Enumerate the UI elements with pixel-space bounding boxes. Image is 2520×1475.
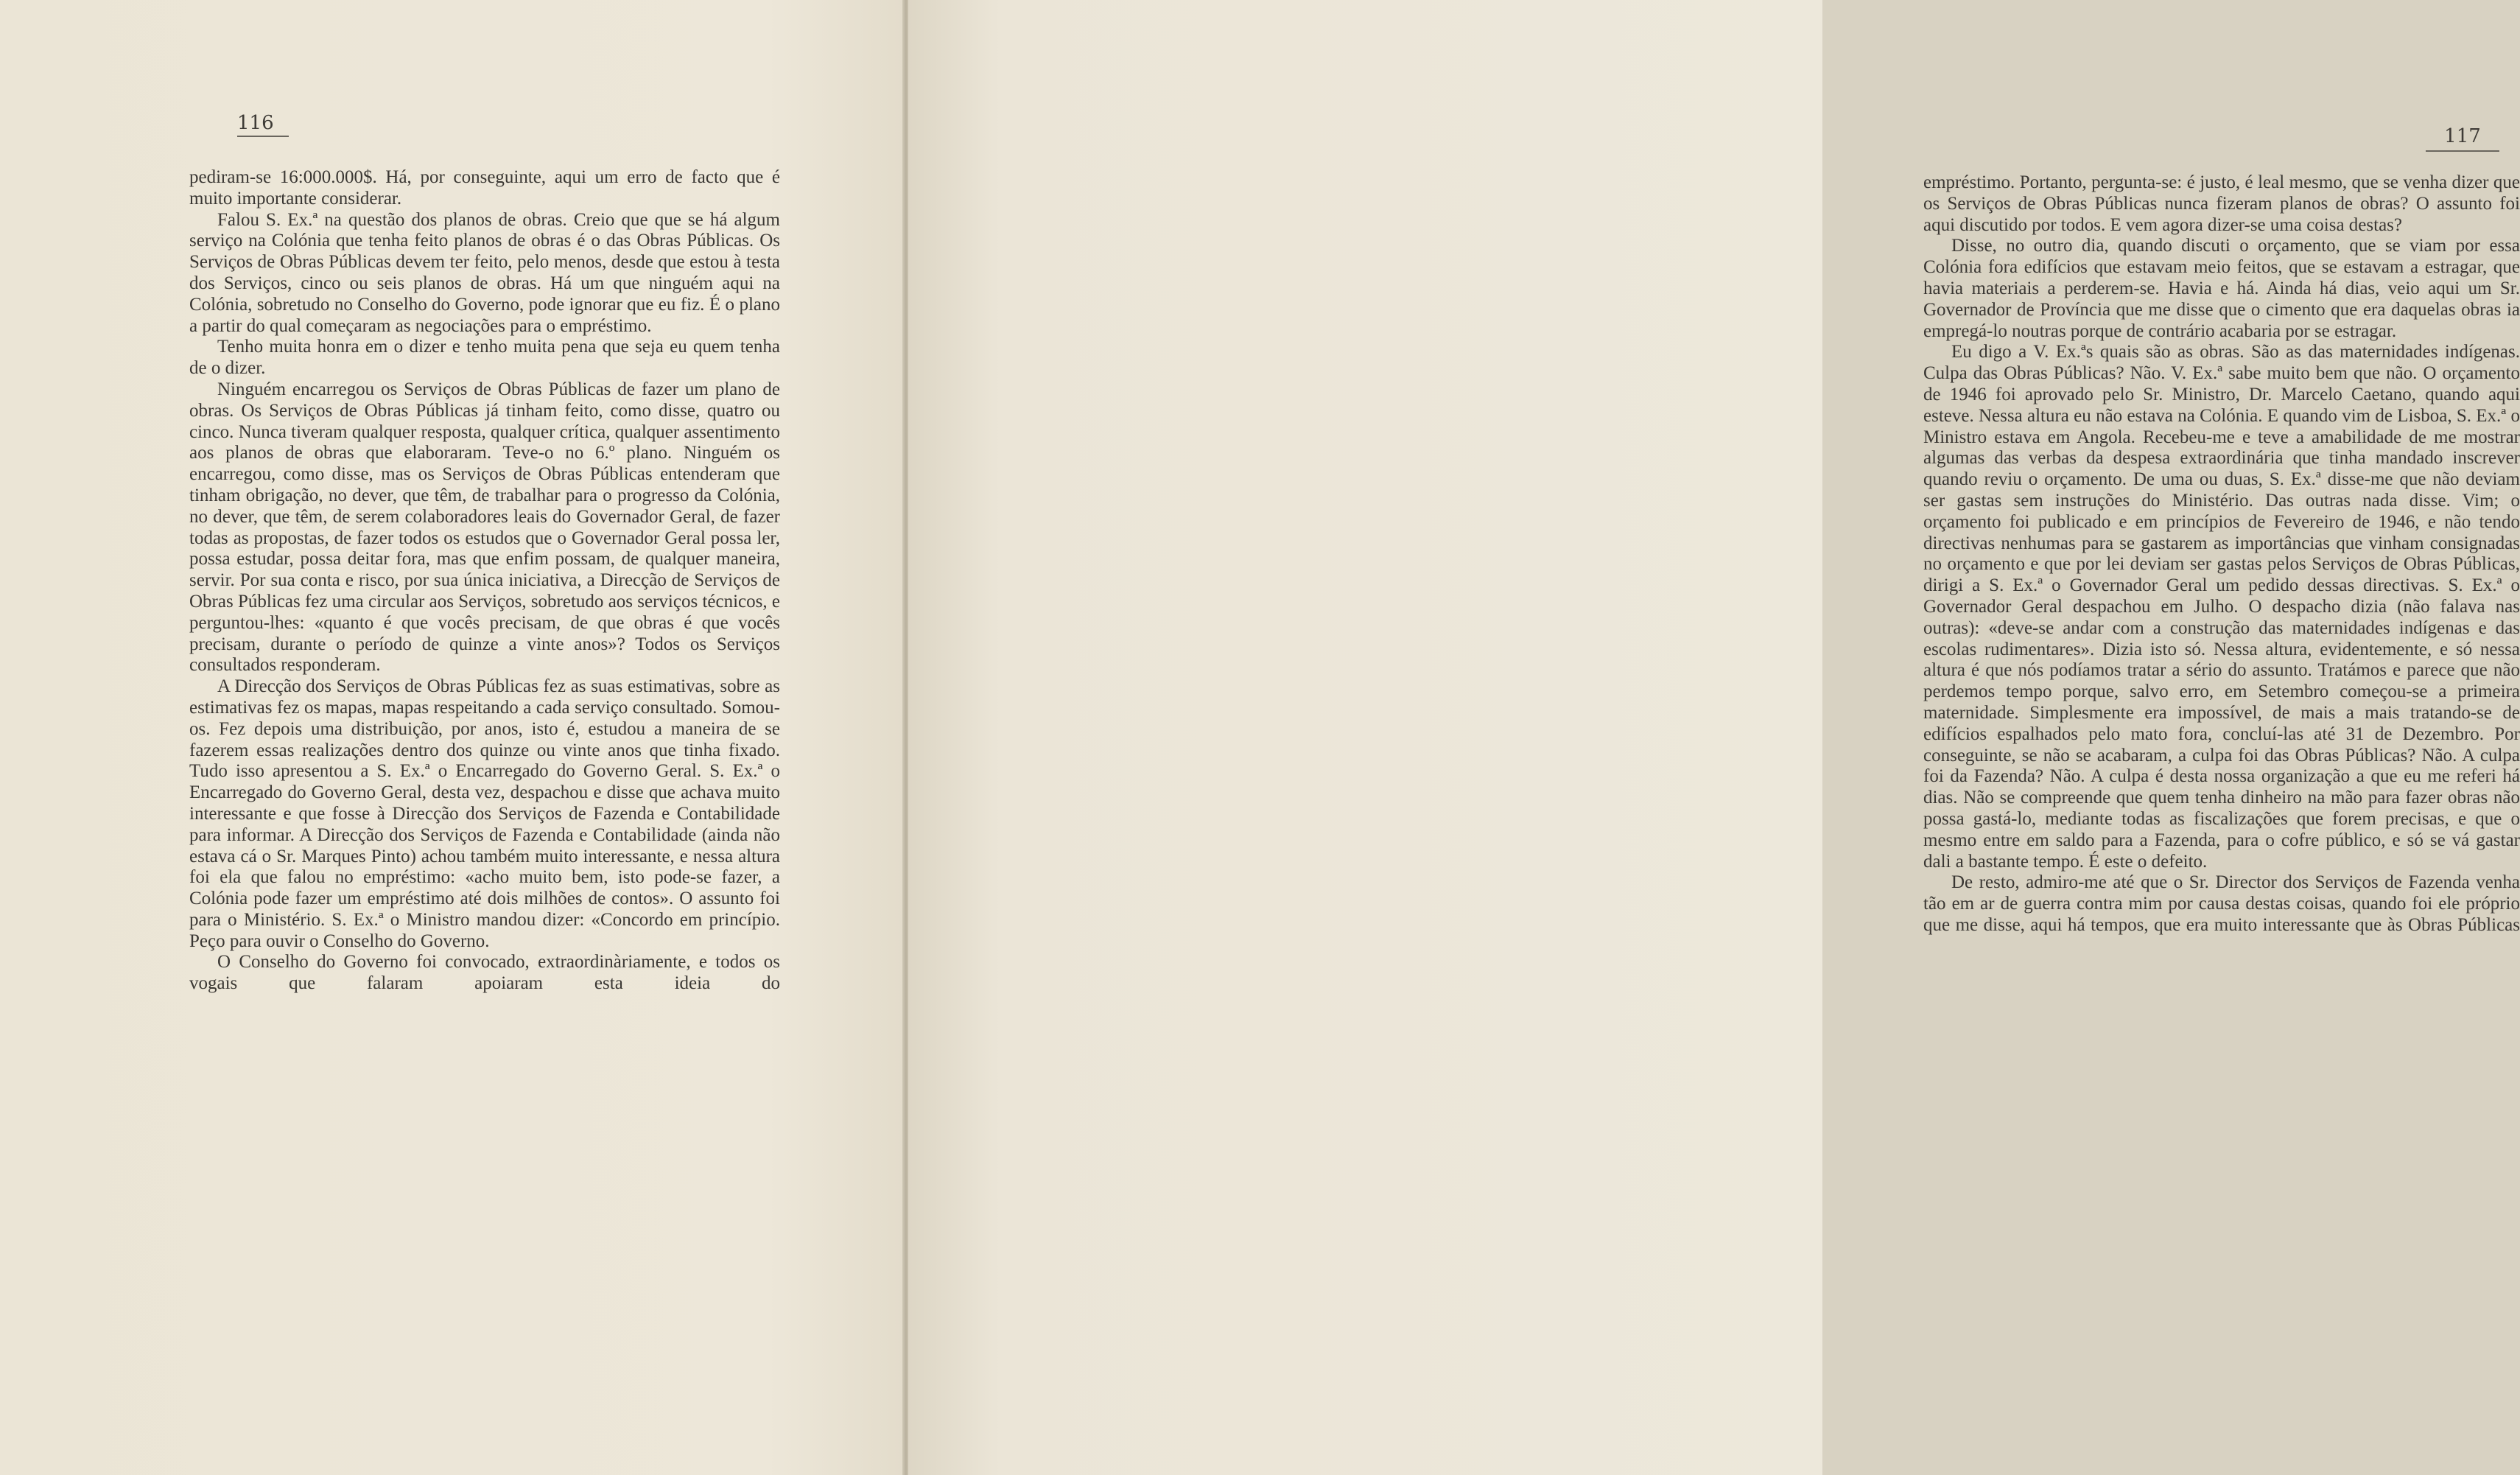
- paragraph: A Direcção dos Serviços de Obras Públicas fez as suas estimativas, sobre as estimativas fez os mapas, mapas respeitando a cada serviço consultado. Somou-os. Fez depois uma distribuição, por anos, isto é, estudou a maneira de se fazerem essas realizações dentro dos quinze ou vinte anos que tinha fixado. Tudo isso apresentou a S. Ex.ª o Encarregado do Governo Geral. S. Ex.ª o Encarregado do Governo Geral, desta vez, despachou e disse que achava muito interessante e que fosse à Direcção dos Serviços de Fazenda e Contabilidade para informar. A Direcção dos Serviços de Fazenda e Contabilidade (ainda não estava cá o Sr. Marques Pinto) achou também muito interessante, e nessa altura foi ela que falou no empréstimo: «acho muito bem, isto pode-se fazer, a Colónia pode fazer um empréstimo até dois milhões de contos». O assunto foi para o Ministério. S. Ex.ª o Ministro mandou dizer: «Concordo em princípio. Peço para ouvir o Conselho do Governo.: [189, 676, 780, 951]
- paragraph: empréstimo. Portanto, pergunta-se: é justo, é leal mesmo, que se venha dizer que os Serviços de Obras Públicas nunca fizeram planos de obras? O assunto foi aqui discutido por todos. E vem agora dizer-se uma coisa destas?: [1923, 172, 2520, 235]
- paragraph: Tenho muita honra em o dizer e tenho muita pena que seja eu quem tenha de o dizer.: [189, 337, 780, 379]
- paragraph: Falou S. Ex.ª na questão dos planos de obras. Creio que que se há algum serviço na Colónia que tenha feito planos de obras é o das Obras Públicas. Os Serviços de Obras Públicas devem ter feito, pelo menos, desde que estou à testa dos Serviços, cinco ou seis planos de obras. Há um que ninguém aqui na Colónia, sobretudo no Conselho do Governo, pode ignorar que eu fiz. É o plano a partir do qual começaram as negociações para o empréstimo.: [189, 209, 780, 336]
- paragraph: Eu digo a V. Ex.ªs quais são as obras. São as das maternidades indígenas. Culpa das Obras Públicas? Não. V. Ex.ª sabe muito bem que não. O orçamento de 1946 foi aprovado pelo Sr. Ministro, Dr. Marcelo Caetano, quando aqui esteve. Nessa altura eu não estava na Colónia. E quando vim de Lisboa, S. Ex.ª o Ministro estava em Angola. Recebeu-me e teve a amabilidade de me mostrar algumas das verbas da despesa extraordinária que tinha mandado inscrever quando reviu o orçamento. De uma ou duas, S. Ex.ª disse-me que não deviam ser gastas sem instruções do Ministério. Das outras nada disse. Vim; o orçamento foi publicado e em princípios de Fevereiro de 1946, e não tendo directivas nenhumas para se gastarem as importâncias que vinham consignadas no orçamento e que por lei deviam ser gastas pelos Serviços de Obras Públicas, dirigi a S. Ex.ª o Governador Geral um pedido dessas directivas. S. Ex.ª o Governador Geral despachou em Julho. O despacho dizia (não falava nas outras): «deve-se andar com a construção das maternidades indígenas e das escolas rudimentares». Dizia isto só. Nessa altura, evidentemente, e só nessa altura é que nós podíamos tratar a sério do assunto. Tratámos e parece que não perdemos tempo porque, salvo erro, em Setembro começou-se a primeira maternidade. Simplesmente era impossível, de mais a mais tratando-se de edifícios espalhados pelo mato fora, concluí-las até 31 de Dezembro. Por conseguinte, se não se acabaram, a culpa foi das Obras Públicas? Não. A culpa foi da Fazenda? Não. A culpa é desta nossa organização a que eu me referi há dias. Não se compreende que quem tenha dinheiro na mão para fazer obras não possa gastá-lo, mediante todas as fiscalizações que forem precisas, e que o mesmo entre em saldo para a Fazenda, para o cofre público, e só se vá gastar dali a bastante tempo. É este o defeito.: [1923, 342, 2520, 872]
- paragraph: Ninguém encarregou os Serviços de Obras Públicas de fazer um plano de obras. Os Serviços de Obras Públicas já tinham feito, como disse, quatro ou cinco. Nunca tiveram qualquer resposta, qualquer crítica, qualquer assentimento aos planos de obras que elaboraram. Teve-o no 6.º plano. Ninguém os encarregou, como disse, mas os Serviços de Obras Públicas entenderam que tinham obrigação, no dever, que têm, de trabalhar para o progresso da Colónia, no dever, que têm, de serem colaboradores leais do Governador Geral, de fazer todas as propostas, de fazer todos os estudos que o Governador Geral possa ler, possa estudar, possa deitar fora, mas que enfim possam, de qualquer maneira, servir. Por sua conta e risco, por sua única iniciativa, a Direcção de Serviços de Obras Públicas fez uma circular aos Serviços, sobretudo aos serviços técnicos, e perguntou-lhes: «quanto é que vocês precisam, de que obras é que vocês precisam, durante o período de quinze a vinte anos»? Todos os Serviços consultados responderam.: [189, 379, 780, 676]
- left-page: [0, 0, 904, 1475]
- paragraph: De resto, admiro-me até que o Sr. Director dos Serviços de Fazenda venha tão em ar de guerra contra mim por causa destas coisas, quando foi ele próprio que me disse, aqui há tempos, que era muito interessante que às Obras Públicas: [1923, 872, 2520, 935]
- paragraph: pediram-se 16:000.000$. Há, por conseguinte, aqui um erro de facto que é muito importante considerar.: [189, 167, 780, 209]
- paragraph: O Conselho do Governo foi convocado, extraordinàriamente, e todos os vogais que falaram apoiaram esta ideia do: [189, 952, 780, 994]
- page-number-right: 117: [2426, 125, 2499, 152]
- right-page-text: [1923, 172, 2520, 936]
- left-page-text: [189, 167, 780, 995]
- paragraph: Disse, no outro dia, quando discuti o orçamento, que se viam por essa Colónia fora edifícios que estavam meio feitos, que se estavam a estragar, que havia materiais a perderem-se. Havia e há. Ainda há dias, veio aqui um Sr. Governador de Província que me disse que o cimento que era daquelas obras ia empregá-lo noutras porque de contrário acabaria por se estragar.: [1923, 236, 2520, 341]
- right-page: [908, 0, 2520, 1475]
- page-number-left: 116: [237, 112, 289, 137]
